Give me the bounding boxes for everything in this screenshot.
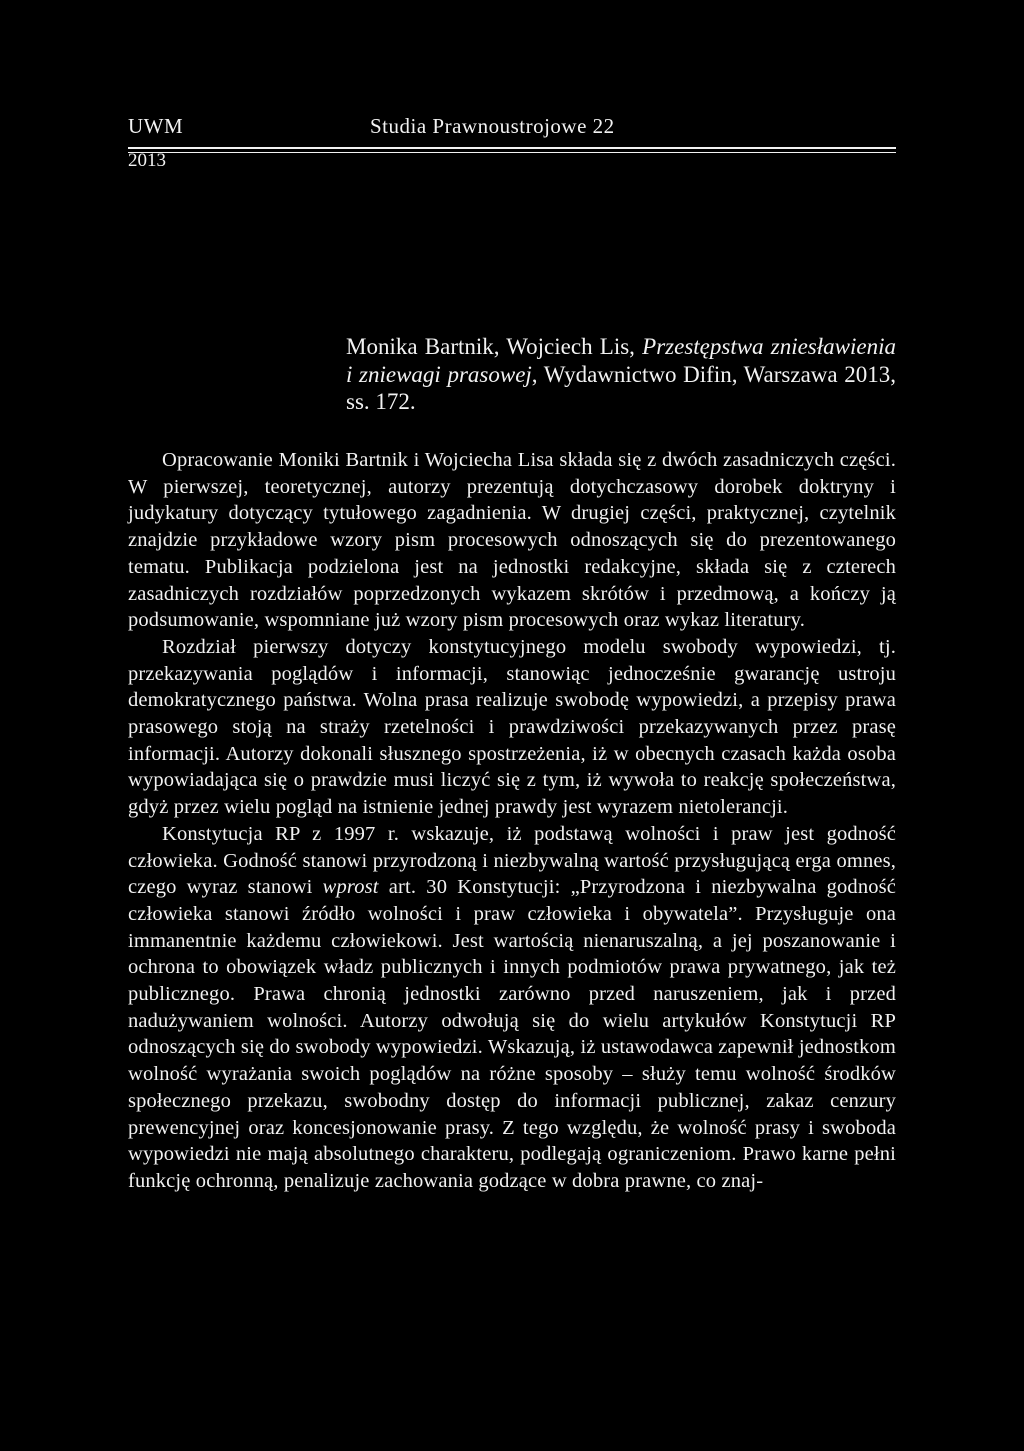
header-rule (128, 147, 896, 153)
paragraph-2: Rozdział pierwszy dotyczy konstytucyjnego modelu swobody wypowiedzi, tj. przekazywania poglądów i informacji, stanowiąc jednocześnie gwarancję ustroju demokratycznego państwa. Wolna prasa realizuje swobodę wypowiedzi, a przepisy prawa prasowego stoją na straży rzetelności i prawdziwości przekazywanych przez prasę informacji. Autorzy dokonali słusznego spostrzeżenia, iż w obecnych czasach każda osoba wypowiadająca się o prawdzie musi liczyć się z tym, iż wywoła to reakcję społeczeństwa, gdyż przez wielu pogląd na istnienie jednej prawdy jest wyrazem nietolerancji. (128, 635, 896, 819)
paragraph-3-part-1: Konstytucja RP z 1997 r. wskazuje, iż podstawą wolności i praw jest godność człowieka. Godność stanowi przyrodzoną i niezbywalną wartość przysługującą erga omnes, czego wyraz stanowi (128, 822, 896, 899)
journal-title: Studia Prawnoustrojowe 22 (370, 114, 615, 138)
book-citation (346, 333, 896, 416)
paragraph-3-italic: wprost (322, 876, 379, 899)
paragraph-3-part-2: art. 30 Konstytucji: „Przyrodzona i niezbywalna godność człowieka stanowi źródło wolności i praw człowieka i obywatela”. Przysługuje ona immanentnie każdemu człowiekowi. Jest wartością nienaruszalną, a jej poszanowanie i ochrona to obowiązek władz publicznych i innych podmiotów prawa prywatnego, jak też publicznego. Prawa chronią jednostki zarówno przed naruszeniem, jak i przed nadużywaniem wolności. Autorzy odwołują się do wielu artykułów Konstytucji RP odnoszących się do swobody wypowiedzi. Wskazują, iż ustawodawca zapewnił jednostkom wolność wyrażania swoich poglądów na różne sposoby – służy temu wolność środków społecznego przekazu, swobodny dostęp do informacji publicznej, zakaz cenzury prewencyjnej oraz koncesjonowanie prasy. Z tego względu, że wolność prasy i swoboda wypowiedzi nie mają absolutnego charakteru, podlegają ograniczeniom. Prawo karne pełni funkcję ochronną, penalizuje zachowania godzące w dobra prawne, co znaj- (128, 876, 896, 1192)
journal-year: 2013 (128, 150, 166, 171)
paragraph-1: Opracowanie Moniki Bartnik i Wojciecha Lisa składa się z dwóch zasadniczych części. W pierwszej, teoretycznej, autorzy prezentują dotychczasowy dorobek doktryny i judykatury dotyczący tytułowego zagadnienia. W drugiej części, praktycznej, czytelnik znajdzie przykładowe wzory pism procesowych odnoszących się do prezentowanego tematu. Publikacja podzielona jest na jednostki redakcyjne, składa się z czterech zasadniczych rozdziałów poprzedzonych wykazem skrótów i przedmową, a kończy ją podsumowanie, wspomniane już wzory pism procesowych oraz wykaz literatury. (128, 449, 896, 632)
citation-title: Przestępstwa zniesławienia i zniewagi prasowej (346, 334, 896, 387)
paragraph-3 (128, 821, 896, 1195)
citation-details: , Wydawnictwo Difin, Warszawa 2013, ss. 172. (346, 361, 896, 414)
body-text (128, 447, 896, 1195)
citation-authors: Monika Bartnik, Wojciech Lis, (346, 334, 643, 359)
publisher-label: UWM (128, 114, 184, 138)
